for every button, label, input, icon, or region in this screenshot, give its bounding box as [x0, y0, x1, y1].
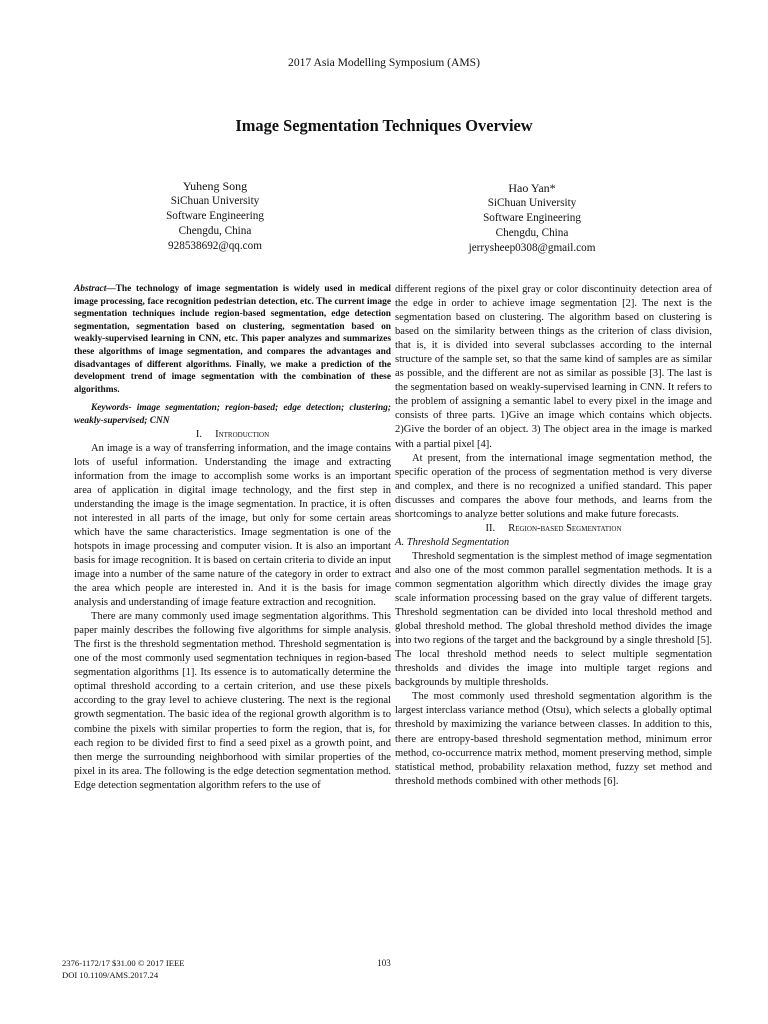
author-department: Software Engineering [483, 212, 581, 224]
abstract [74, 283, 391, 396]
subsection-heading-threshold: A. Threshold Segmentation [395, 536, 510, 548]
author-location: Chengdu, China [495, 227, 569, 239]
doi-line[interactable]: DOI 10.1109/AMS.2017.24 [62, 969, 159, 980]
paper-title: Image Segmentation Techniques Overview [235, 116, 533, 135]
page-number: 103 [377, 958, 391, 968]
issn-price-line: 2376-1172/17 $31.00 © 2017 IEEE [62, 958, 185, 968]
author-block-2 [442, 181, 622, 256]
keywords: Keywords- image segmentation; region-based; edge detection; clustering; weakly-supervised; CNN [74, 403, 391, 426]
body-paragraph: At present, from the international image segmentation method, the specific operation of the process of segmentation method is very diverse and complex, and there is no recognized a unified standard. This paper discusses and compares the above four methods, and learns from the shortcomings to analyze better solutions and make future forecasts. [395, 452, 712, 520]
body-paragraph-continued: different regions of the pixel gray or color discontinuity detection area of the edge in order to achieve image segmentation [2]. The next is the segmentation based on clustering. The algorithm based on clustering is based on the similarity between things as the criterion of class division, that is, it is divided into several subclasses according to the internal structure of the sample set, so that the same kind of samples are as similar as possible, and the different are not as similar as possible [3]. The last is the segmentation based on weakly-supervised learning in CNN. It refers to the problem of assigning a semantic label to every pixel in the image and consists of three parts. 1)Give an image which contains which objects. 2)Give the border of an object. 3) The object area in the image is marked with a partial pixel [4]. [395, 284, 712, 450]
author-email[interactable]: 928538692@qq.com [168, 240, 262, 252]
author-email[interactable]: jerrysheep0308@gmail.com [468, 242, 596, 254]
author-location: Chengdu, China [178, 225, 252, 237]
body-paragraph: Threshold segmentation is the simplest method of image segmentation and also one of the most common parallel segmentation methods. It is a common segmentation algorithm which directly divides the image gray scale information processing based on the gray value of different targets. Threshold segmentation can be divided into local threshold method and global threshold method. The global threshold method divides the image into two regions of the target and the background by a single threshold [5]. The local threshold method needs to select multiple segmentation thresholds and divides the image into multiple target regions and backgrounds by multiple thresholds. [395, 550, 712, 689]
author-department: Software Engineering [166, 210, 264, 222]
body-paragraph: An image is a way of transferring information, and the image contains lots of useful information. Understanding the image and extracting information from the image to accomplish some works is an important area of application in digital image technology, and the first step in understanding the image is the image segmentation. In practice, it is often not interested in all parts of the image, but only for some certain areas which have the same characteristics. Image segmentation is one of the hotspots in image processing and computer vision. It is also an important basis for image recognition. It is based on certain criteria to divide an input image into a number of the same nature of the category in order to extract the area which people are interested in. And it is the basis for image analysis and understanding of image feature extraction and recognition. [74, 442, 391, 609]
conference-header: 2017 Asia Modelling Symposium (AMS) [288, 56, 480, 69]
abstract-label: Abstract [74, 284, 107, 294]
author-name: Hao Yan* [508, 181, 556, 195]
body-paragraph: The most commonly used threshold segmentation algorithm is the largest interclass variance method (Otsu), which selects a globally optimal threshold by maximizing the variance between classes. In addition to this, there are entropy-based threshold segmentation method, minimum error method, co-occurrence matrix method, moment preserving method, simple statistical method, probability relaxation method, fuzzy set method and threshold methods combined with other methods [6]. [395, 691, 712, 787]
section-heading-introduction: I. Introduction [195, 428, 270, 440]
body-paragraph: There are many commonly used image segmentation algorithms. This paper mainly describes the following five algorithms for simple analysis. The first is the threshold segmentation method. Threshold segmentation is one of the most commonly used segmentation techniques in region-based segmentation algorithms [1]. Its essence is to automatically determine the optimal threshold according to a certain criterion, and use these pixels according to the gray level to achieve clustering. The next is the regional growth segmentation. The basic idea of the regional growth algorithm is to combine the pixels with similar properties to form the region, that is, for each region to be divided first to find a seed pixel as a growth point, and then merge the surrounding neighborhood with similar properties of the pixel in its area. The following is the edge detection segmentation method. Edge detection segmentation algorithm refers to the use of [74, 611, 391, 791]
left-column [74, 283, 391, 793]
right-column [395, 283, 712, 789]
section-heading-region-based: II. Region-based Segmentation [485, 522, 622, 534]
author-affiliation: SiChuan University [170, 195, 260, 207]
abstract-text: —The technology of image segmentation is widely used in medical image processing, face recognition pedestrian detection, etc. The current image segmentation techniques include region-based segmentation, edge detection segmentation, segmentation based on clustering, segmentation based on weakly-supervised learning in CNN, etc. This paper analyzes and summarizes these algorithms of image segmentation, and compares the advantages and disadvantages of different algorithms. Finally, we make a prediction of the development trend of image segmentation with the combination of these algorithms. [74, 284, 391, 395]
author-name: Yuheng Song [182, 179, 248, 193]
author-block-1 [135, 179, 295, 254]
author-affiliation: SiChuan University [487, 197, 577, 209]
